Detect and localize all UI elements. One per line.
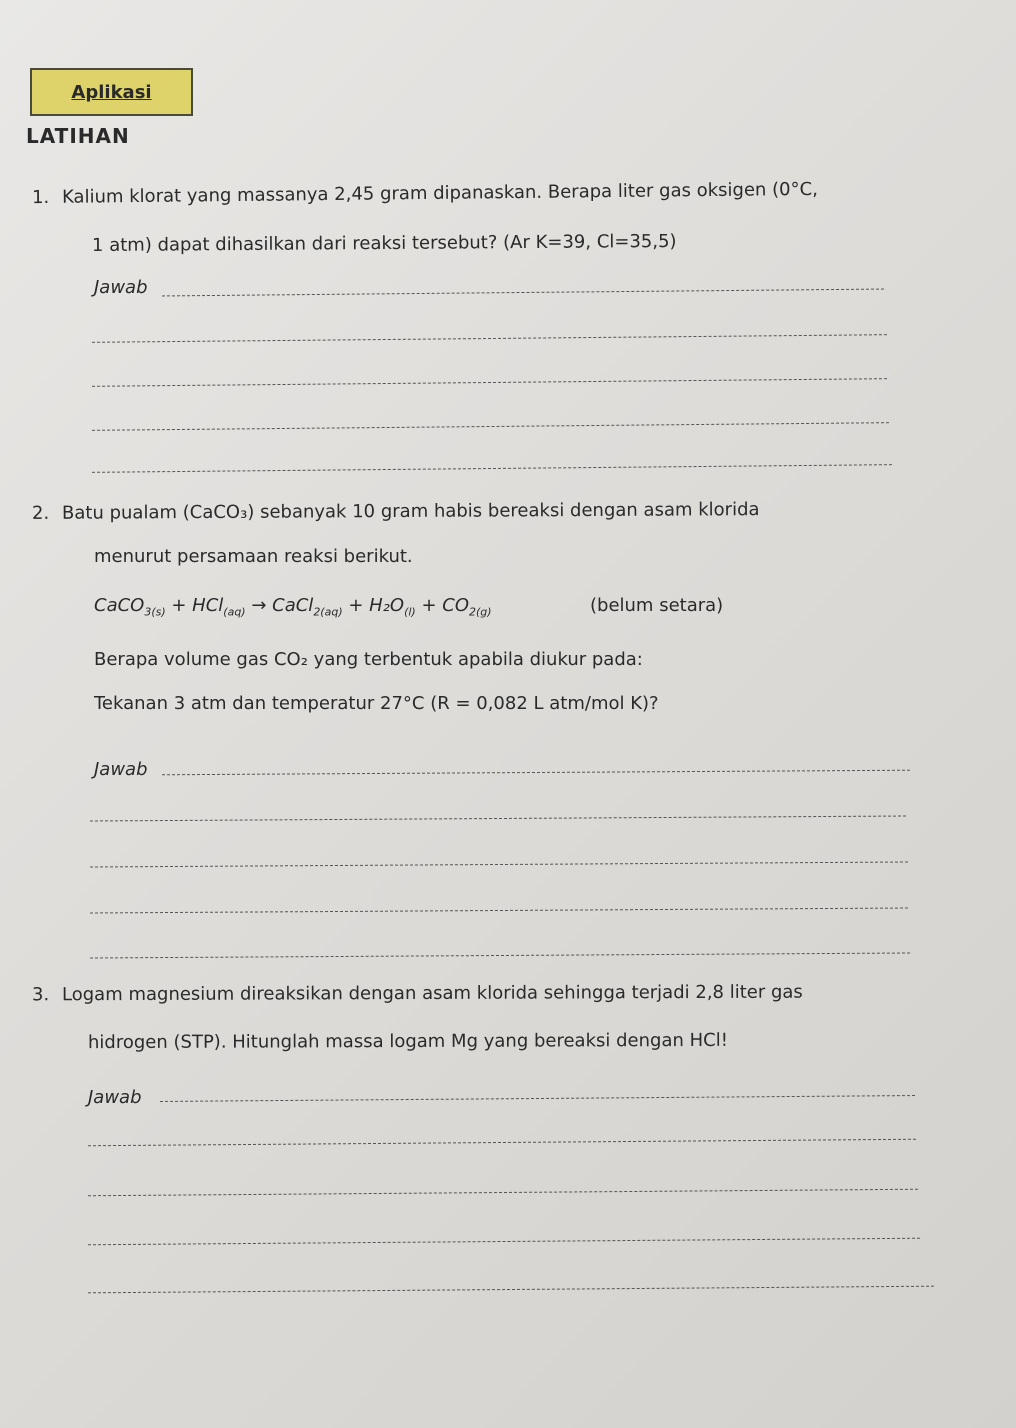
answer-line — [88, 1238, 920, 1246]
question-2-text-line-4: Tekanan 3 atm dan temperatur 27°C (R = 0,082 L atm/mol K)? — [94, 693, 659, 714]
answer-line — [92, 464, 892, 473]
eq-co2: + CO — [415, 595, 469, 616]
eq-h2o: + H₂O — [342, 595, 405, 616]
answer-line — [92, 422, 889, 431]
answer-line — [92, 334, 887, 343]
question-1 — [32, 178, 818, 210]
section-label-box — [30, 68, 193, 116]
eq-h2o-state: (l) — [404, 605, 416, 619]
answer-line — [88, 1189, 918, 1197]
question-1-text-line-1: Kalium klorat yang massanya 2,45 gram dipanaskan. Berapa liter gas oksigen (0°C, — [61, 178, 818, 208]
chemical-equation — [94, 594, 492, 625]
section-label: Aplikasi — [71, 81, 152, 103]
question-2-text-line-1: Batu pualam (CaCO₃) sebanyak 10 gram habis bereaksi dengan asam klorida — [61, 499, 760, 524]
answer-line — [88, 1286, 934, 1294]
eq-caco3: CaCO — [94, 595, 145, 616]
question-1-text-line-2: 1 atm) dapat dihasilkan dari reaksi tersebut? (Ar K=39, Cl=35,5) — [91, 230, 677, 257]
answer-line — [90, 816, 906, 822]
question-2-text-line-2: menurut persamaan reaksi berikut. — [94, 546, 413, 567]
question-3-text-line-2: hidrogen (STP). Hitunglah massa logam Mg yang bereaksi dengan HCl! — [87, 1029, 728, 1054]
equation-note: (belum setara) — [590, 595, 724, 616]
question-3-text-line-1: Logam magnesium direaksikan dengan asam klorida sehingga terjadi 2,8 liter gas — [61, 981, 803, 1006]
question-1-answer-label: Jawab — [94, 277, 148, 298]
question-2-text-line-3: Berapa volume gas CO₂ yang terbentuk apabila diukur pada: — [94, 649, 643, 670]
answer-line — [90, 952, 910, 958]
eq-cacl2-state: 2(aq) — [313, 605, 343, 619]
answer-line — [88, 1139, 916, 1147]
page-heading: LATIHAN — [26, 124, 130, 148]
question-1-number: 1. — [31, 186, 50, 209]
answer-line — [160, 1095, 915, 1102]
eq-co2-state: 2(g) — [468, 605, 492, 619]
answer-line — [90, 862, 908, 868]
question-2 — [32, 498, 760, 526]
answer-line — [162, 289, 884, 297]
answer-line — [90, 908, 908, 914]
question-3-answer-label: Jawab — [88, 1087, 142, 1108]
eq-hcl-state: (aq) — [223, 605, 246, 619]
answer-line — [92, 378, 887, 387]
eq-cacl2: CaCl — [272, 595, 314, 616]
answer-line — [162, 770, 910, 776]
eq-arrow: → — [245, 595, 273, 616]
question-2-number: 2. — [31, 502, 50, 524]
question-3-number: 3. — [31, 984, 50, 1006]
eq-hcl: + HCl — [165, 595, 224, 616]
eq-caco3-state: 3(s) — [144, 605, 166, 619]
question-3 — [32, 981, 803, 1008]
question-2-answer-label: Jawab — [94, 759, 148, 780]
